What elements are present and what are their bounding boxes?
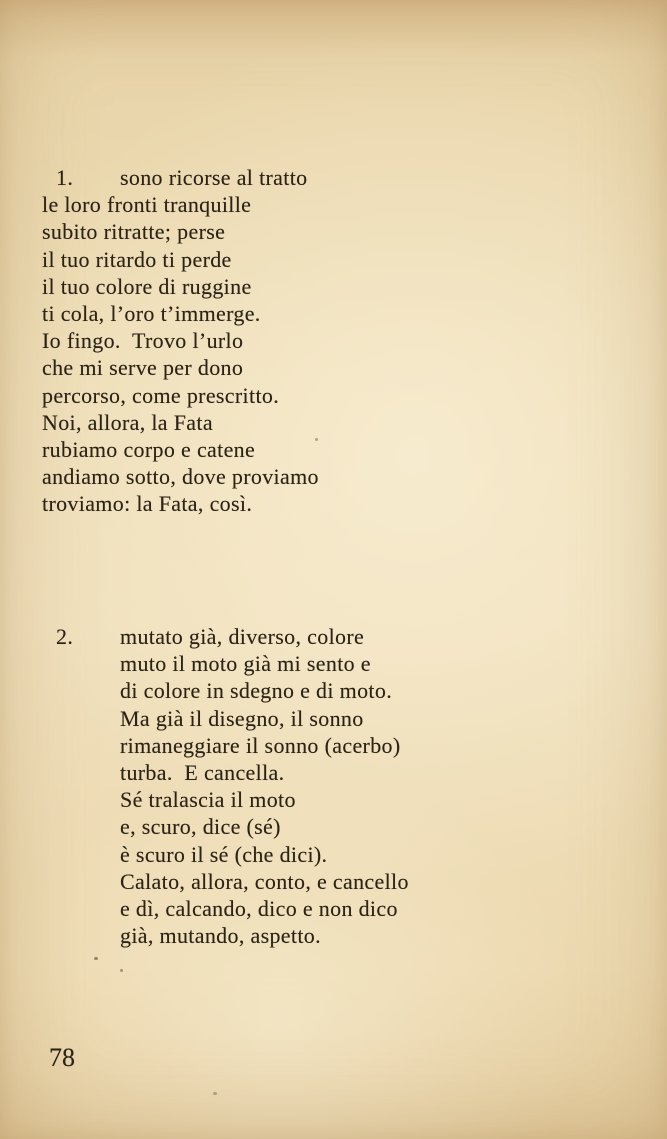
- paper-speck: [120, 969, 123, 972]
- poem-1-number: 1.: [56, 165, 74, 190]
- poem-line: troviamo: la Fata, così.: [42, 491, 253, 517]
- poem-line: turba. E cancella.: [120, 760, 285, 786]
- poem-line: le loro fronti tranquille: [42, 192, 252, 218]
- page-number: 78: [49, 1043, 75, 1072]
- paper-speck: [94, 957, 98, 960]
- poem-line: andiamo sotto, dove proviamo: [42, 464, 319, 490]
- poem-line: Io fingo. Trovo l’urlo: [42, 328, 244, 354]
- poem-line: che mi serve per dono: [42, 355, 244, 381]
- poem-line: Sé tralascia il moto: [120, 787, 296, 813]
- poem-line: Noi, allora, la Fata: [42, 409, 213, 435]
- poem-line: mutato già, diverso, colore: [120, 624, 365, 649]
- poem-line: Ma già il disegno, il sonno: [120, 705, 364, 731]
- poem-line: di colore in sdegno e di moto.: [120, 678, 393, 704]
- poem-line: il tuo ritardo ti perde: [42, 246, 232, 272]
- poem-2: [42, 623, 622, 949]
- poem-1: [42, 164, 622, 518]
- poem-line: ti cola, l’oro t’immerge.: [42, 301, 261, 327]
- poem-2-number: 2.: [56, 624, 74, 649]
- poem-line: sono ricorse al tratto: [120, 165, 308, 190]
- poem-1-lines: [42, 164, 622, 518]
- poem-line: e dì, calcando, dico e non dico: [120, 896, 398, 922]
- poem-line: già, mutando, aspetto.: [120, 923, 321, 949]
- poem-line: rimaneggiare il sonno (acerbo): [120, 732, 401, 758]
- poem-2-lines: [42, 623, 622, 949]
- poem-line: rubiamo corpo e catene: [42, 437, 256, 463]
- paper-speck: [213, 1092, 217, 1095]
- poem-line: subito ritratte; perse: [42, 219, 226, 245]
- poem-line: è scuro il sé (che dici).: [120, 841, 328, 867]
- poem-line: muto il moto già mi sento e: [120, 651, 371, 677]
- poem-line: e, scuro, dice (sé): [120, 814, 281, 840]
- poem-line: percorso, come prescritto.: [42, 382, 280, 408]
- poem-line: Calato, allora, conto, e cancello: [120, 868, 409, 894]
- poem-line: il tuo colore di ruggine: [42, 273, 252, 299]
